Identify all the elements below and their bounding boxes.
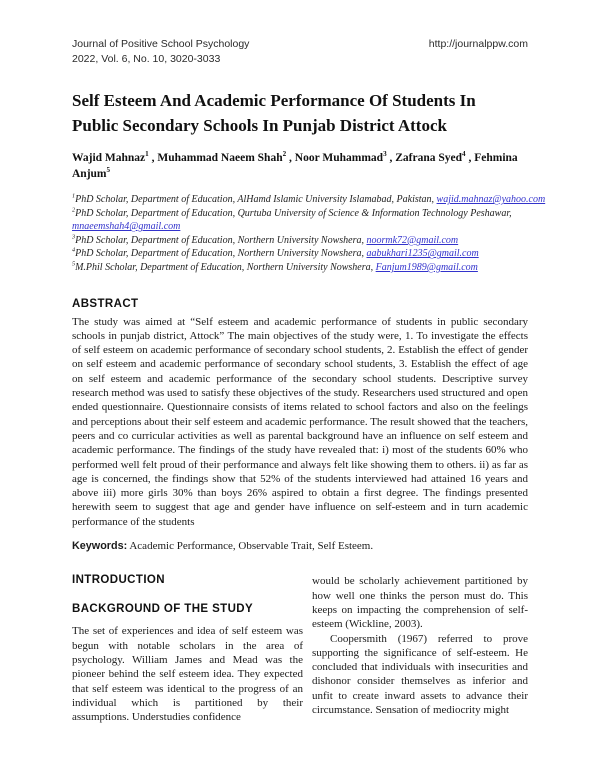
affiliation-superscript: 3: [72, 233, 76, 241]
author-superscript: 1: [145, 150, 149, 159]
journal-info: [72, 37, 249, 67]
abstract-body: The study was aimed at “Self esteem and academic performance of students in public secondary schools in punjab district, Attock” The main objectives of the study were, 1. To investigate the effects of self esteem on academic performance of secondary school students, 2. Establish the effect of gender on self esteem and academic performance of secondary school students, 3. Establish the effect of age on self esteem and academic performance of the secondary school students. Descriptive survey research method was used to satisfy these objectives of the study. Researchers used structured and open ended questionnaire. Questionnaire consists of items related to school factors and also on the feelings and perceptions about their self esteem and academic performance. The result showed that the teachers, peers and co curricular activities as well as parental background have an influence on self esteem and academic performance. The findings of the study have revealed that: i) most of the students 60% who performed well felt proud of their performance and always felt like showing them to others. ii) as far as age is concerned, the findings show that 52% of the students interviewed had attained 16 years and above iii) more girls 30% than boys 26% aspired to obtain a first degree. The findings presented herewith seem to suggest that age and gender have influence on self-esteem and in turn academic performance of the students: [72, 315, 528, 528]
affiliation-email-link[interactable]: mnaeemshah4@gmail.com: [72, 221, 181, 233]
author-name: Noor Muhammad$^3$: [294, 150, 387, 164]
left-column: [72, 574, 303, 724]
journal-name: Journal of Positive School Psychology: [72, 38, 250, 50]
page-content: [72, 37, 546, 724]
author-superscript: 3: [383, 150, 387, 159]
affiliation-line: $^2$PhD Scholar, Department of Education, Qurtuba University of Science & Information Technology Peshawar, mnaeemshah4@gmail.com: [72, 206, 512, 233]
affiliation-line: $^1$PhD Scholar, Department of Education, AlHamd Islamic University Islamabad, Pakistan, wajid.mahnaz@yahoo.com: [72, 192, 546, 205]
background-paragraph: The set of experiences and idea of self esteem was begun with notable scholars in the area of psychology. William James and Mead was the pioneer behind the self esteem idea. They expected that self esteem was identical to the progress of an individual which is partitioned by their assumptions. Understudies confidence: [72, 625, 303, 724]
affiliation-line: $^3$PhD Scholar, Department of Education, Northern University Nowshera, noormk72@gmail.com: [72, 233, 459, 246]
background-heading: BACKGROUND OF THE STUDY: [72, 603, 254, 616]
author-name: Zafrana Syed$^4$: [395, 150, 466, 164]
abstract-heading: ABSTRACT: [72, 297, 139, 310]
keywords-line: [72, 539, 528, 553]
affiliation-email-link[interactable]: aabukhari1235@gmail.com: [366, 248, 479, 260]
affiliation-superscript: 2: [72, 206, 76, 214]
affiliation-email-link[interactable]: wajid.mahnaz@yahoo.com: [436, 194, 546, 205]
keywords-label: Keywords:: [72, 540, 128, 553]
paper-title: Self Esteem And Academic Performance Of Students In Public Secondary Schools In Punjab District Attock: [72, 91, 476, 135]
affiliation-line: $^4$PhD Scholar, Department of Education, Northern University Nowshera, aabukhari1235@gmail.com: [72, 247, 479, 260]
affiliation-superscript: 5: [72, 260, 76, 268]
affiliation-email-link[interactable]: Fanjum1989@gmail.com: [375, 261, 478, 273]
affiliation-superscript: 1: [72, 192, 76, 200]
affiliation-email-link[interactable]: noormk72@gmail.com: [366, 234, 459, 246]
affiliation-line: $^5$M.Phil Scholar, Department of Education, Northern University Nowshera, Fanjum1989@gmail.com: [72, 260, 478, 273]
right-paragraph-2: Coopersmith (1967) referred to prove supporting the significance of self-esteem. He concluded that individuals with insecurities and dishonor consider themselves as inferior and unfit to create inward assets to advance their circumstance. Sensation of mediocrity might: [312, 632, 528, 716]
author-superscript: 5: [106, 166, 111, 175]
introduction-heading: INTRODUCTION: [72, 574, 165, 587]
keywords-text: Academic Performance, Observable Trait, Self Esteem.: [129, 540, 374, 553]
affiliations-block: [72, 193, 564, 275]
journal-url: http://journalppw.com: [428, 38, 528, 50]
right-column: [312, 574, 528, 724]
running-header: [72, 37, 528, 67]
authors-line: Wajid Mahnaz$^1$ , Muhammad Naeem Shah$^2$ , Noor Muhammad$^3$ , Zafrana Syed$^4$ , Fehmina Anjum$^5$: [72, 150, 518, 180]
journal-volume: 2022, Vol. 6, No. 10, 3020-3033: [72, 53, 221, 65]
author-name: Fehmina Anjum$^5$: [72, 152, 518, 180]
author-superscript: 4: [462, 150, 466, 159]
author-name: Muhammad Naeem Shah$^2$: [157, 150, 287, 164]
right-paragraph-1: would be scholarly achievement partitioned by how well one thinks the person must do. This keeps on impacting the comprehension of self-esteem (Wickline, 2003).: [312, 575, 528, 631]
body-columns: [72, 574, 528, 724]
affiliation-superscript: 4: [72, 247, 76, 255]
author-name: Wajid Mahnaz$^1$: [72, 150, 149, 164]
author-superscript: 2: [282, 150, 287, 159]
